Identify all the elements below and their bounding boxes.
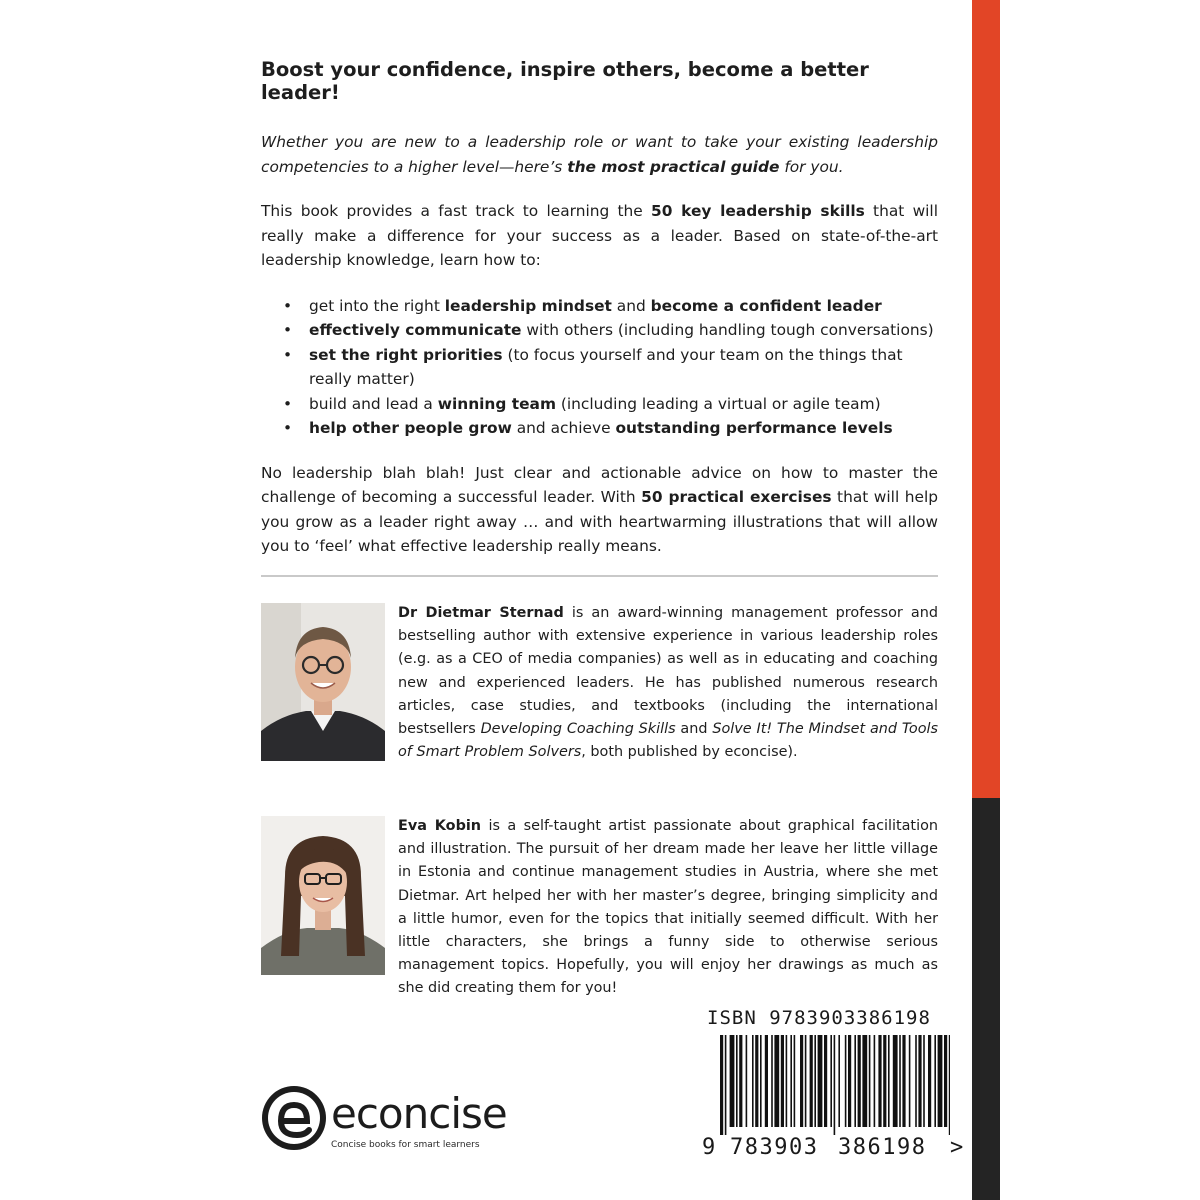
barcode-bar — [830, 1035, 832, 1127]
barcode-bar — [774, 1035, 779, 1127]
barcode-bar — [902, 1035, 905, 1127]
barcode-digits-group2: 386198 — [838, 1135, 927, 1160]
barcode-bar — [794, 1035, 796, 1127]
barcode-bar — [720, 1035, 723, 1135]
skills-list — [261, 294, 938, 441]
body2-text-1: No leadership blah blah! Just clear and actionable advice on how to master the challenge of becoming a successful leader. With — [261, 463, 938, 506]
barcode-bar — [725, 1035, 727, 1135]
intro-bold: the most practical guide — [567, 157, 780, 176]
barcode-bar — [934, 1035, 936, 1127]
barcode-bar — [786, 1035, 788, 1127]
barcode-bar — [918, 1035, 921, 1127]
intro-text-1: Whether you are new to a leadership role or want to take your existing leadership competencies to a higher level—here’s — [261, 133, 938, 176]
barcode-bar — [923, 1035, 925, 1127]
publisher-name: econcise — [331, 1089, 507, 1138]
barcode-bar — [874, 1035, 876, 1127]
barcode-bar — [883, 1035, 886, 1127]
author-name-kobin: Eva Kobin — [398, 818, 482, 834]
barcode-bar — [805, 1035, 807, 1127]
barcode-bar — [838, 1035, 840, 1127]
barcode-bar — [893, 1035, 898, 1127]
barcode-bar — [834, 1035, 836, 1135]
intro-text-2: for you. — [779, 157, 844, 176]
body2-bold: 50 practical exercises — [641, 488, 832, 506]
barcode-bar — [765, 1035, 768, 1127]
headline: Boost your confidence, inspire others, become a better leader! — [261, 58, 869, 104]
barcode-bar — [944, 1035, 947, 1127]
intro-paragraph — [261, 130, 938, 179]
body1-text-2: that will really make a difference for your success as a leader. Based on state-of-the-art leadership knowledge, learn how to: — [261, 202, 938, 269]
barcode-bar — [818, 1035, 823, 1127]
barcode-bar — [810, 1035, 813, 1127]
barcode-bar — [824, 1035, 827, 1127]
barcode-bar — [771, 1035, 773, 1127]
publisher-logo — [261, 1085, 521, 1155]
barcode-icon — [720, 1035, 950, 1135]
list-item: • set the right priorities (to focus yourself and your team on the things that really matter) — [283, 343, 938, 392]
barcode-bar — [755, 1035, 758, 1127]
portrait-man-icon — [261, 603, 385, 761]
spine-red-band — [972, 0, 1000, 798]
barcode-bar — [752, 1035, 754, 1127]
barcode-bar — [736, 1035, 738, 1127]
barcode-bar — [790, 1035, 792, 1127]
barcode-bar — [869, 1035, 871, 1127]
barcode-bar — [781, 1035, 784, 1127]
portrait-woman-icon — [261, 816, 385, 975]
list-item: • get into the right leadership mindset and become a confident leader — [283, 294, 938, 319]
barcode-arrow: > — [950, 1135, 964, 1160]
body2-text-2: that will help you grow as a leader right away … and with heartwarming illustrations that will allow you to ‘feel’ what effective leadership really means. — [261, 488, 938, 555]
barcode-bar — [814, 1035, 816, 1127]
barcode-bar — [949, 1035, 950, 1135]
barcode-bar — [760, 1035, 762, 1127]
barcode-bar — [909, 1035, 911, 1127]
list-item: • effectively communicate with others (including handling tough conversations) — [283, 318, 938, 343]
body1-text-1: This book provides a fast track to learning the — [261, 202, 652, 220]
author-name-sternad: Dr Dietmar Sternad — [398, 605, 564, 621]
publisher-tagline: Concise books for smart learners — [331, 1140, 480, 1150]
barcode-bar — [928, 1035, 931, 1127]
barcode-bar — [899, 1035, 901, 1127]
barcode-bar — [848, 1035, 851, 1127]
barcode-bar — [800, 1035, 803, 1127]
barcode-bar — [739, 1035, 742, 1127]
author-bio-kobin: Eva Kobin is a self-taught artist passionate about graphical facilitation and illustration. The pursuit of her dream made her leave her little village in Estonia and continue management studies in Austria, where she met Dietmar. Art helped her with her master’s degree, bringing simplicity and a little humor, even for the topics that initially seemed difficult. With her little characters, she brings a funny side to otherwise serious management topics. Hopefully, you will enjoy her drawings as much as she did creating them for you! — [398, 818, 938, 997]
barcode-bar — [845, 1035, 847, 1127]
body-paragraph-2 — [261, 461, 938, 559]
barcode-bar — [858, 1035, 861, 1127]
barcode-bar — [854, 1035, 856, 1127]
econcise-e-logo-icon — [261, 1085, 327, 1151]
spine-dark-band — [972, 798, 1000, 1200]
list-item: • help other people grow and achieve outstanding performance levels — [283, 416, 938, 441]
book-title-1: Developing Coaching Skills — [480, 721, 676, 738]
section-divider — [261, 575, 938, 577]
author-bio-sternad: Dr Dietmar Sternad is an award-winning management professor and bestselling author with extensive experience in various leadership roles (e.g. as a CEO of media companies) as well as in educating and coaching new and experienced leaders. He has published numerous research articles, case studies, and textbooks (including the international bestsellers Developing Coaching Skills and Solve It! The Mindset and Tools of Smart Problem Solvers, both published by econcise). — [398, 605, 938, 761]
body-paragraph-1 — [261, 199, 938, 273]
book-title-2: Solve It! The Mindset and Tools of Smart Problem Solvers — [398, 721, 938, 761]
barcode-bar — [730, 1035, 735, 1127]
barcode-bar — [915, 1035, 917, 1127]
barcode-bar — [746, 1035, 748, 1127]
body1-bold: 50 key leadership skills — [651, 202, 865, 220]
isbn-label: ISBN 9783903386198 — [707, 1007, 931, 1029]
author-photo-sternad — [261, 603, 385, 761]
barcode-bar — [938, 1035, 943, 1127]
list-item: • build and lead a winning team (including leading a virtual or agile team) — [283, 392, 938, 417]
barcode-digits-group1: 783903 — [730, 1135, 819, 1160]
barcode-bar — [888, 1035, 890, 1127]
barcode-bar — [878, 1035, 881, 1127]
barcode-bar — [862, 1035, 867, 1127]
author-photo-kobin — [261, 816, 385, 975]
blurb-section — [261, 58, 938, 559]
barcode-digit-first: 9 — [702, 1135, 716, 1160]
